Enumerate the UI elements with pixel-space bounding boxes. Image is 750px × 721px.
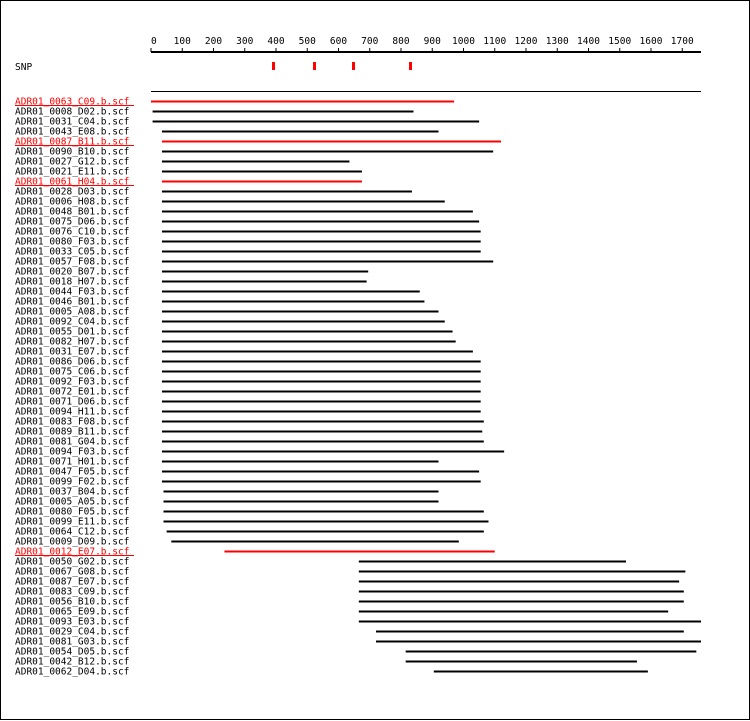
read-name: ADR01_0020_B07.b.scf — [15, 266, 130, 278]
snp-marker — [352, 62, 355, 70]
axis-tick-label: 1200 — [514, 36, 538, 47]
read-name: ADR01_0090_B10.b.scf — [15, 146, 130, 158]
read-name: ADR01_0009_D09.b.scf — [15, 536, 130, 548]
read-name: ADR01_0029_C04.b.scf — [15, 626, 130, 638]
axis-tick-label: 1600 — [639, 36, 663, 47]
read-name: ADR01_0094_H11.b.scf — [15, 406, 130, 418]
axis-tick-label: 900 — [423, 36, 441, 47]
read-name: ADR01_0056_B10.b.scf — [15, 596, 130, 608]
axis-tick-label: 600 — [329, 36, 348, 47]
axis-tick-label: 1400 — [577, 36, 600, 47]
snp-track-label: SNP — [15, 62, 33, 73]
read-name: ADR01_0071_D06.b.scf — [15, 396, 130, 408]
read-name: ADR01_0094_F03.b.scf — [15, 446, 130, 458]
axis-tick-label: 100 — [173, 36, 191, 47]
read-list — [15, 97, 701, 678]
read-name: ADR01_0043_E08.b.scf — [15, 126, 130, 138]
read-name: ADR01_0083_C09.b.scf — [15, 586, 130, 598]
read-name: ADR01_0083_F08.b.scf — [15, 416, 130, 428]
read-name: ADR01_0054_D05.b.scf — [15, 646, 130, 658]
read-name: ADR01_0072_E01.b.scf — [15, 386, 130, 398]
read-name: ADR01_0005_A08.b.scf — [15, 306, 130, 318]
axis-tick-label: 1700 — [670, 36, 694, 47]
snp-marker — [409, 62, 412, 70]
axis-tick-label: 1000 — [452, 36, 475, 47]
read-name: ADR01_0071_H01.b.scf — [15, 456, 130, 468]
read-name: ADR01_0005_A05.b.scf — [15, 496, 130, 508]
axis-tick-label: 1500 — [608, 36, 632, 47]
read-name: ADR01_0021_E11.b.scf — [15, 166, 130, 178]
snp-marker — [313, 62, 316, 70]
read-name: ADR01_0092_F03.b.scf — [15, 376, 130, 388]
read-name: ADR01_0065_E09.b.scf — [15, 606, 130, 618]
read-name: ADR01_0093_E03.b.scf — [15, 616, 130, 628]
snp-track — [15, 62, 412, 73]
read-name: ADR01_0081_G04.b.scf — [15, 436, 130, 448]
snp-marker — [272, 62, 275, 70]
read-name: ADR01_0092_C04.b.scf — [15, 316, 130, 328]
axis-tick-label: 500 — [298, 36, 316, 47]
read-name: ADR01_0080_F05.b.scf — [15, 506, 130, 518]
axis-tick-label: 300 — [236, 36, 254, 47]
axis-tick-label: 400 — [267, 36, 285, 47]
read-name: ADR01_0087_E07.b.scf — [15, 576, 130, 588]
axis-tick-label: 700 — [361, 36, 379, 47]
read-name: ADR01_0087_B11.b.scf — [15, 136, 130, 148]
read-name: ADR01_0047_F05.b.scf — [15, 466, 130, 478]
read-name: ADR01_0028_D03.b.scf — [15, 186, 130, 198]
axis-tick-label: 200 — [204, 36, 223, 47]
read-name: ADR01_0076_C10.b.scf — [15, 226, 130, 238]
read-name: ADR01_0089_B11.b.scf — [15, 426, 130, 438]
read-name: ADR01_0075_D06.b.scf — [15, 216, 130, 228]
read-name: ADR01_0018_H07.b.scf — [15, 276, 130, 288]
alignment-canvas — [1, 1, 750, 721]
read-name: ADR01_0044_F03.b.scf — [15, 286, 130, 298]
read-name: ADR01_0086_D06.b.scf — [15, 356, 130, 368]
read-name: ADR01_0082_H07.b.scf — [15, 336, 130, 348]
read-name: ADR01_0080_F03.b.scf — [15, 236, 130, 248]
read-name: ADR01_0081_G03.b.scf — [15, 636, 130, 648]
axis-tick-label: 1100 — [483, 36, 507, 47]
axis-tick-label: 1300 — [545, 36, 569, 47]
read-row — [15, 667, 648, 678]
read-name: ADR01_0057_F08.b.scf — [15, 256, 130, 268]
read-name: ADR01_0037_B04.b.scf — [15, 486, 130, 498]
read-name: ADR01_0067_G08.b.scf — [15, 566, 130, 578]
read-name: ADR01_0033_C05.b.scf — [15, 246, 130, 258]
read-name: ADR01_0064_C12.b.scf — [15, 526, 130, 538]
read-name: ADR01_0012_E07.b.scf — [15, 546, 130, 558]
read-name: ADR01_0099_E11.b.scf — [15, 516, 130, 528]
read-name: ADR01_0075_C06.b.scf — [15, 366, 130, 378]
read-name: ADR01_0062_D04.b.scf — [15, 666, 130, 678]
read-name: ADR01_0099_F02.b.scf — [15, 476, 130, 488]
read-name: ADR01_0050_G02.b.scf — [15, 556, 130, 568]
read-name: ADR01_0027_G12.b.scf — [15, 156, 130, 168]
read-name: ADR01_0042_B12.b.scf — [15, 656, 130, 668]
read-name: ADR01_0006_H08.b.scf — [15, 196, 130, 208]
axis-tick-label: 800 — [392, 36, 410, 47]
read-name: ADR01_0063_C09.b.scf — [15, 96, 130, 108]
read-name: ADR01_0031_C04.b.scf — [15, 116, 130, 128]
read-name: ADR01_0048_B01.b.scf — [15, 206, 130, 218]
read-name: ADR01_0055_D01.b.scf — [15, 326, 130, 338]
position-axis — [151, 36, 701, 52]
read-name: ADR01_0031_E07.b.scf — [15, 346, 130, 358]
read-name: ADR01_0061_H04.b.scf — [15, 176, 130, 188]
axis-tick-label: 0 — [151, 36, 157, 47]
read-name: ADR01_0046_B01.b.scf — [15, 296, 130, 308]
read-name: ADR01_0008_D02.b.scf — [15, 106, 130, 118]
